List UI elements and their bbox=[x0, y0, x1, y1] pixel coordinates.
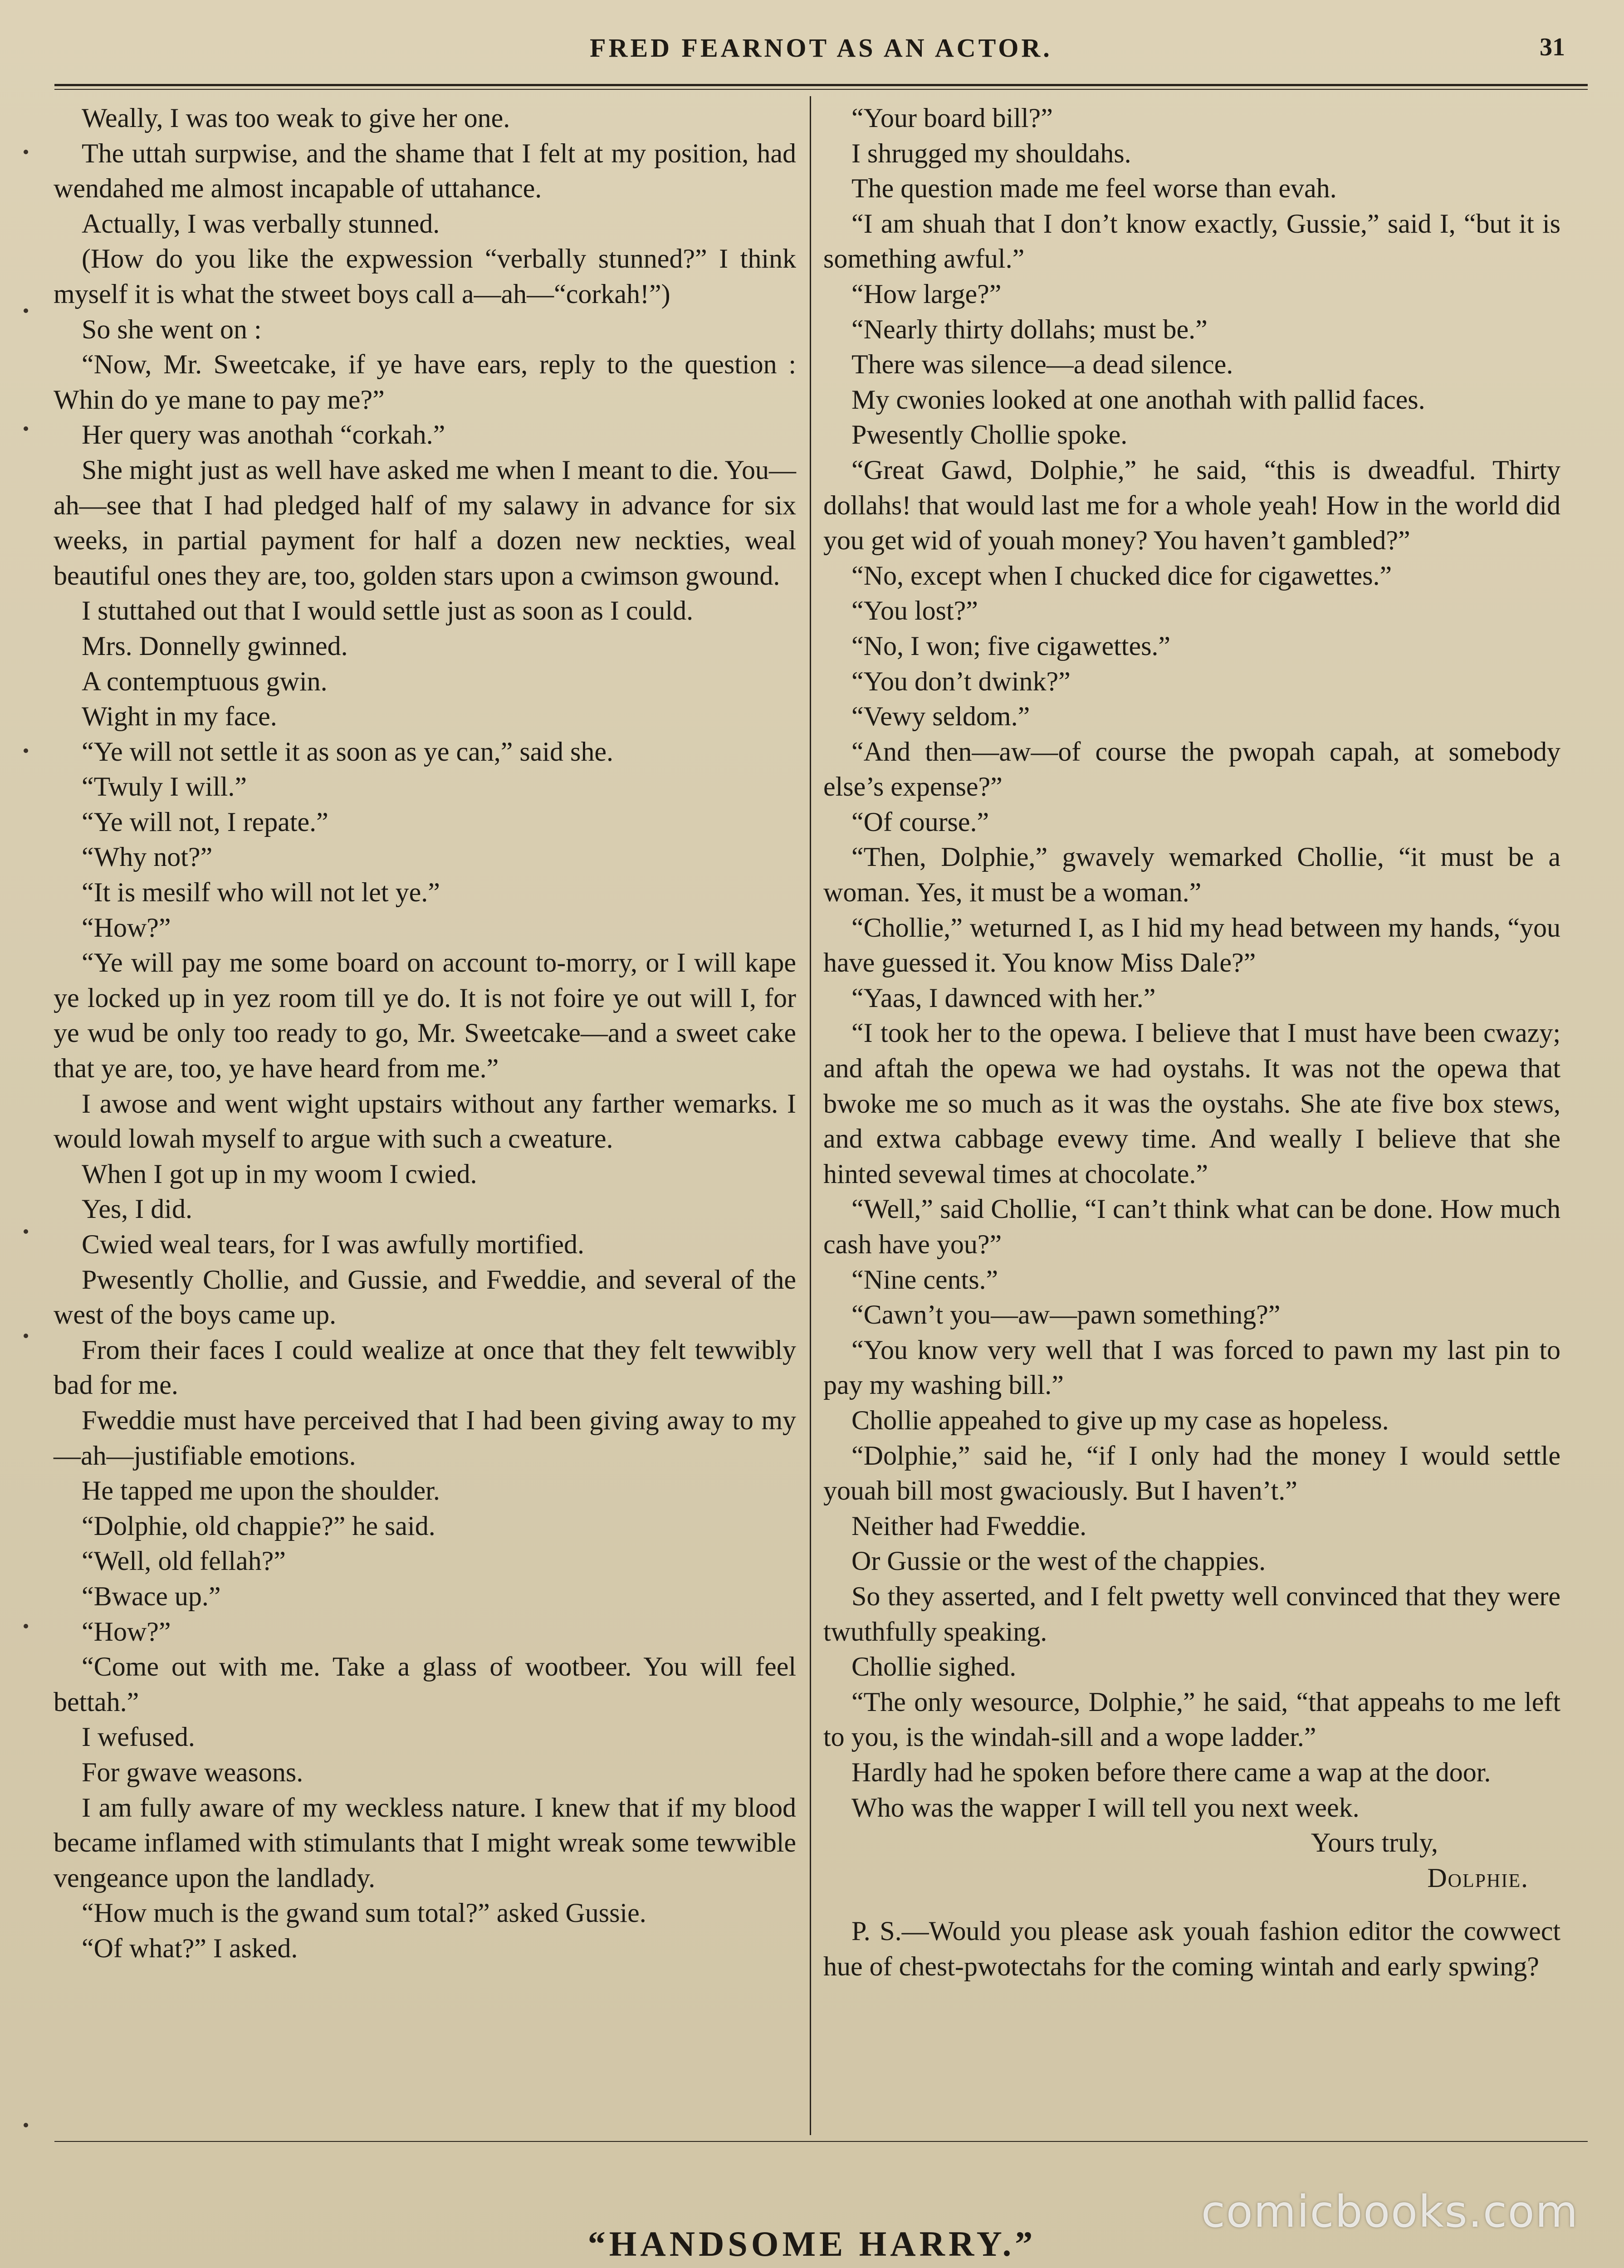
paragraph: “How?” bbox=[82, 912, 171, 943]
running-title: FRED FEARNOT AS AN ACTOR. bbox=[590, 33, 1052, 63]
paragraph: For gwave weasons. bbox=[82, 1757, 303, 1787]
paragraph: “How much is the gwand sum total?” asked Gussie. bbox=[82, 1898, 646, 1928]
paragraph: So they asserted, and I felt pwetty well convinced that they were twuthfully speaking. bbox=[823, 1581, 1560, 1647]
watermark: comicbooks.com bbox=[1201, 2186, 1579, 2237]
paragraph: I am fully aware of my weckless nature. I knew that if my blood became inflamed with stimulants that I might wreak some tewwible vengeance upon the landlady. bbox=[54, 1792, 796, 1893]
paragraph: “Your board bill?” bbox=[851, 103, 1053, 133]
paragraph: “It is mesilf who will not let ye.” bbox=[82, 877, 440, 908]
paragraph: Pwesently Chollie, and Gussie, and Fweddie, and several of the west of the boys came up. bbox=[54, 1264, 796, 1330]
paragraph: “Then, Dolphie,” gwavely wemarked Chollie, “it must be a woman. Yes, it must be a woman.” bbox=[823, 842, 1560, 908]
paragraph: “Of course.” bbox=[851, 807, 989, 837]
right-column-body bbox=[823, 101, 1560, 1825]
paragraph: “Nine cents.” bbox=[851, 1264, 998, 1295]
paragraph: Hardly had he spoken before there came a wap at the door. bbox=[851, 1757, 1491, 1787]
paragraph: “You lost?” bbox=[851, 596, 978, 626]
paragraph: I shrugged my shouldahs. bbox=[851, 138, 1131, 168]
paragraph: “Great Gawd, Dolphie,” he said, “this is dweadful. Thirty dollahs! that would last me for a whole yeah! How in the world did you get wid of youah money? You haven’t gambled?” bbox=[823, 455, 1560, 556]
paragraph: “Ye will pay me some board on account to-morry, or I will kape ye locked up in yez room till ye do. It is not foire ye out will I, for ye wud be only too ready to go, Mr. Sweetcake—and a sweet cake that ye are, too, ye have heard from me.” bbox=[54, 948, 796, 1084]
paragraph: “Ye will not, I repate.” bbox=[82, 807, 328, 837]
paragraph: “The only wesource, Dolphie,” he said, “that appeahs to me left to you, is the windah-sill and a wope ladder.” bbox=[823, 1686, 1560, 1752]
paragraph: Mrs. Donnelly gwinned. bbox=[82, 631, 348, 661]
paragraph: Pwesently Chollie spoke. bbox=[851, 420, 1128, 450]
paragraph: Actually, I was verbally stunned. bbox=[82, 208, 440, 239]
page-number: 31 bbox=[1540, 33, 1565, 61]
paragraph: Neither had Fweddie. bbox=[851, 1510, 1087, 1541]
signoff-name: Dolphie. bbox=[1427, 1862, 1529, 1893]
paragraph: Chollie appeahed to give up my case as hopeless. bbox=[851, 1405, 1389, 1435]
paragraph: Chollie sighed. bbox=[851, 1652, 1017, 1682]
paragraph: “Vewy seldom.” bbox=[851, 701, 1030, 732]
paragraph: “Well, old fellah?” bbox=[82, 1546, 286, 1576]
paragraph: (How do you like the expwession “verbally stunned?” I think myself it is what the stweet boys call a—ah—“corkah!”) bbox=[54, 244, 796, 309]
paragraph: When I got up in my woom I cwied. bbox=[82, 1158, 477, 1189]
right-column bbox=[823, 101, 1560, 2135]
paragraph: “No, I won; five cigawettes.” bbox=[851, 631, 1171, 661]
paragraph: “I am shuah that I don’t know exactly, Gussie,” said I, “but it is something awful.” bbox=[823, 208, 1560, 274]
page-header bbox=[54, 28, 1588, 78]
paragraph: “Why not?” bbox=[82, 842, 213, 872]
paragraph: He tapped me upon the shoulder. bbox=[82, 1476, 440, 1506]
paragraph: “Nearly thirty dollahs; must be.” bbox=[851, 314, 1208, 344]
header-rule bbox=[54, 84, 1588, 90]
paragraph: My cwonies looked at one anothah with pallid faces. bbox=[851, 384, 1425, 415]
paragraph: Wight in my face. bbox=[82, 701, 277, 732]
paragraph: From their faces I could wealize at once that they felt tewwibly bad for me. bbox=[54, 1334, 796, 1400]
paragraph: “Dolphie,” said he, “if I only had the money I would settle youah bill most gwaciously. But I haven’t.” bbox=[823, 1440, 1560, 1506]
paragraph: I awose and went wight upstairs without any farther wemarks. I would lowah myself to argue with such a cweature. bbox=[54, 1088, 796, 1154]
paragraph: “Now, Mr. Sweetcake, if ye have ears, reply to the question : Whin do ye mane to pay me?” bbox=[54, 349, 796, 415]
paragraph: “You know very well that I was forced to pawn my last pin to pay my washing bill.” bbox=[823, 1334, 1560, 1400]
paragraph: Weally, I was too weak to give her one. bbox=[82, 103, 510, 133]
paragraph: Fweddie must have perceived that I had been giving away to my—ah—justifiable emotions. bbox=[54, 1405, 796, 1471]
paragraph: She might just as well have asked me when I meant to die. You—ah—see that I had pledged half of my salawy in advance for six weeks, in partial payment for half a dozen new neckties, weal beautiful ones they are, too, golden stars upon a cwimson gwound. bbox=[54, 455, 796, 591]
left-column bbox=[54, 101, 796, 2135]
paragraph: “Of what?” I asked. bbox=[82, 1933, 298, 1963]
paragraph: “Yaas, I dawnced with her.” bbox=[851, 982, 1156, 1013]
paragraph: Yes, I did. bbox=[82, 1194, 192, 1224]
paragraph: “Dolphie, old chappie?” he said. bbox=[82, 1510, 435, 1541]
paragraph: “You don’t dwink?” bbox=[851, 666, 1071, 696]
paragraph: “And then—aw—of course the pwopah capah, at somebody else’s expense?” bbox=[823, 736, 1560, 802]
paragraph: I stuttahed out that I would settle just as soon as I could. bbox=[82, 596, 694, 626]
paragraph: A contemptuous gwin. bbox=[82, 666, 328, 696]
paragraph: “Chollie,” weturned I, as I hid my head between my hands, “you have guessed it. You know Miss Dale?” bbox=[823, 912, 1560, 978]
column-divider bbox=[810, 96, 811, 2135]
paragraph: The uttah surpwise, and the shame that I felt at my position, had wendahed me almost incapable of uttahance. bbox=[54, 138, 796, 204]
paragraph: Cwied weal tears, for I was awfully mortified. bbox=[82, 1229, 584, 1259]
postscript: P. S.—Would you please ask youah fashion editor the cowwect hue of chest-pwotectahs for the coming wintah and early spwing? bbox=[823, 1916, 1560, 1981]
footer-rule bbox=[54, 2141, 1588, 2142]
paragraph: The question made me feel worse than evah. bbox=[851, 173, 1337, 204]
paragraph: “Well,” said Chollie, “I can’t think what can be done. How much cash have you?” bbox=[823, 1194, 1560, 1259]
signoff-closing: Yours truly, bbox=[1311, 1828, 1438, 1858]
paragraph: “How?” bbox=[82, 1616, 171, 1647]
paragraph: “I took her to the opewa. I believe that I must have been cwazy; and aftah the opewa we had oystahs. It was not the opewa that bwoke me so much as it was the oystahs. She ate five box stews, and extwa cabbage evewy time. And weally I believe that she hinted sevewal times at chocolate.” bbox=[823, 1018, 1560, 1189]
paragraph: “No, except when I chucked dice for cigawettes.” bbox=[851, 560, 1392, 591]
paragraph: There was silence—a dead silence. bbox=[851, 349, 1233, 380]
paragraph: “Bwace up.” bbox=[82, 1581, 221, 1611]
margin-marks bbox=[24, 136, 33, 2041]
paragraph: Her query was anothah “corkah.” bbox=[82, 420, 445, 450]
paragraph: “Twuly I will.” bbox=[82, 772, 247, 802]
paragraph: Who was the wapper I will tell you next week. bbox=[851, 1792, 1360, 1823]
paragraph: “Cawn’t you—aw—pawn something?” bbox=[851, 1300, 1281, 1330]
paragraph: “Ye will not settle it as soon as ye can,” said she. bbox=[82, 736, 614, 767]
paragraph: So she went on : bbox=[82, 314, 262, 344]
next-story-title: “HANDSOME HARRY.” bbox=[587, 2224, 1037, 2263]
paragraph: “How large?” bbox=[851, 279, 1002, 309]
paragraph: I wefused. bbox=[82, 1722, 195, 1752]
paragraph: Or Gussie or the west of the chappies. bbox=[851, 1546, 1266, 1576]
paragraph: “Come out with me. Take a glass of wootbeer. You will feel bettah.” bbox=[54, 1652, 796, 1717]
